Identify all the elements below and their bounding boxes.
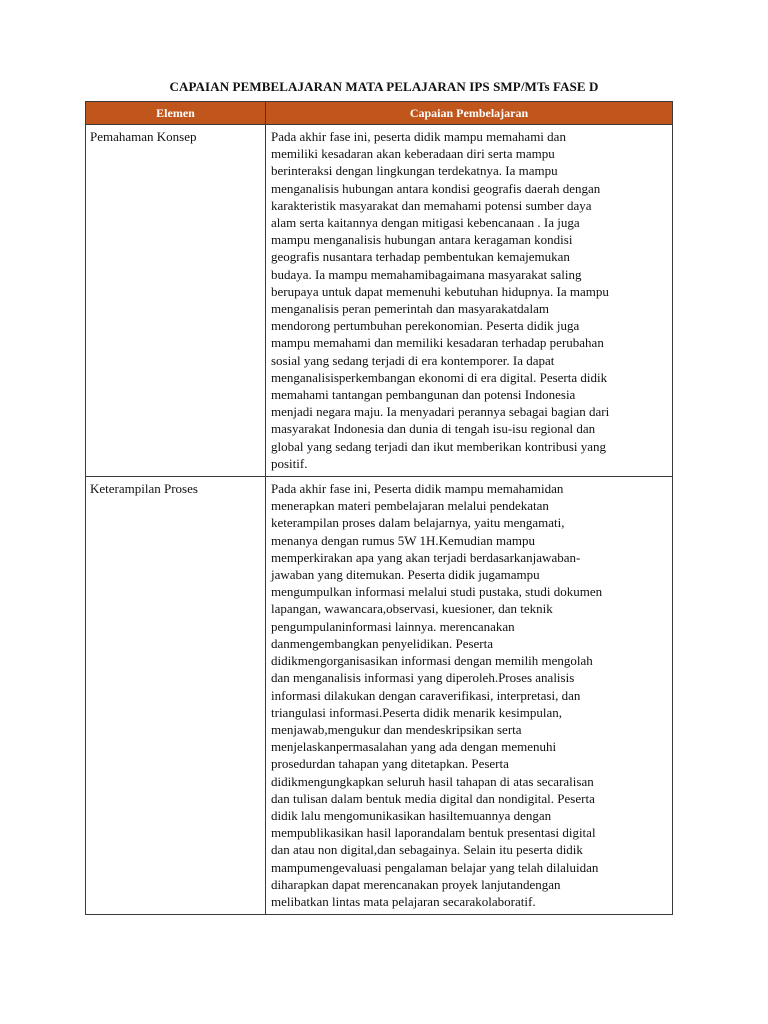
capaian-text-line: menerapkan materi pembelajaran melalui pendekatan (271, 498, 549, 514)
capaian-text-line: prosedurdan tahapan yang ditetapkan. Peserta (271, 756, 509, 772)
capaian-text-line: geografis nusantara terhadap pembentukan kemajemukan (271, 249, 570, 265)
capaian-text-line: memperkirakan apa yang akan terjadi berdasarkanjawaban- (271, 549, 581, 565)
capaian-text-line: Pada akhir fase ini, Peserta didik mampu memahamidan (271, 481, 564, 497)
capaian-text-line: mendorong pertumbuhan perekonomian. Peserta didik juga (271, 318, 580, 334)
capaian-text-line: dan tulisan dalam bentuk media digital dan nondigital. Peserta (271, 790, 595, 806)
capaian-text-line: masyarakat Indonesia dan dunia di tengah isu-isu regional dan (271, 421, 596, 437)
capaian-text-line: menganalisis hubungan antara kondisi geografis daerah dengan (271, 180, 601, 196)
capaian-table (85, 101, 673, 915)
capaian-text-line: didikmengungkapkan seluruh hasil tahapan di atas secaralisan (271, 773, 594, 789)
capaian-text-line: sosial yang sedang terjadi di era kontemporer. Ia dapat (271, 352, 555, 368)
capaian-text-line: menjelaskanpermasalahan yang ada dengan memenuhi (271, 739, 557, 755)
header-capaian-pembelajaran: Capaian Pembelajaran (266, 102, 673, 125)
capaian-cell (266, 125, 673, 477)
header-elemen: Elemen (86, 102, 266, 125)
capaian-text-line: pengumpulaninformasi lainnya. merencanakan (271, 618, 515, 634)
capaian-text-line: berupaya untuk dapat memenuhi kebutuhan hidupnya. Ia mampu (271, 283, 609, 299)
capaian-text-line: menanya dengan rumus 5W 1H.Kemudian mampu (271, 532, 536, 548)
capaian-text-line: mempublikasikan hasil laporandalam bentuk presentasi digital (271, 825, 596, 841)
capaian-text-line: jawaban yang ditemukan. Peserta didik jugamampu (271, 567, 540, 583)
capaian-text-line: memahami tantangan pembangunan dan potensi Indonesia (271, 387, 576, 403)
document-title: CAPAIAN PEMBELAJARAN MATA PELAJARAN IPS SMP/MTs FASE D (169, 79, 599, 94)
capaian-text-line: mengumpulkan informasi melalui studi pustaka, studi dokumen (271, 584, 603, 600)
capaian-text-line: danmengembangkan penyelidikan. Peserta (271, 635, 494, 651)
elemen-cell: Keterampilan Proses (86, 477, 266, 915)
capaian-text-line: didikmengorganisasikan informasi dengan memilih mengolah (271, 653, 593, 669)
elemen-cell: Pemahaman Konsep (86, 125, 266, 477)
capaian-text-line: menjawab,mengukur dan mendeskripsikan serta (271, 721, 522, 737)
capaian-text-line: dan menganalisis informasi yang diperoleh.Proses analisis (271, 670, 575, 686)
table-header-row (86, 102, 673, 125)
capaian-text-line: triangulasi informasi.Peserta didik menarik kesimpulan, (271, 704, 562, 720)
capaian-text-line: alam serta kaitannya dengan mitigasi kebencanaan . Ia juga (271, 215, 580, 231)
capaian-text-line: global yang sedang terjadi dan ikut memberikan kontribusi yang (271, 438, 607, 454)
capaian-text-line: budaya. Ia mampu memahamibagaimana masyarakat saling (271, 266, 582, 282)
capaian-text-line: memiliki kesadaran akan keberadaan diri serta mampu (271, 146, 555, 162)
table-row (86, 125, 673, 477)
table-row (86, 477, 673, 915)
capaian-text-line: menganalisisperkembangan ekonomi di era digital. Peserta didik (271, 369, 608, 385)
capaian-text-line: Pada akhir fase ini, peserta didik mampu memahami dan (271, 129, 566, 144)
capaian-text-line: informasi dilakukan dengan caraverifikasi, interpretasi, dan (271, 687, 581, 703)
table-body (86, 125, 673, 915)
capaian-text-line: karakteristik masyarakat dan memahami potensi sumber daya (271, 197, 592, 213)
capaian-text-line: mampumengevaluasi pengalaman belajar yang telah dilaluidan (271, 859, 599, 875)
capaian-text-line: melibatkan lintas mata pelajaran secarakolaboratif. (271, 893, 536, 909)
capaian-text-line: dan atau non digital,dan sebagainya. Selain itu peserta didik (271, 842, 583, 858)
capaian-text-line: lapangan, wawancara,observasi, kuesioner, dan teknik (271, 601, 553, 617)
capaian-text-line: mampu memahami dan memiliki kesadaran terhadap perubahan (271, 335, 604, 351)
capaian-text-line: menganalisis peran pemerintah dan masyarakatdalam (271, 301, 549, 317)
capaian-text-line: menjadi negara maju. Ia menyadari perannya sebagai bagian dari (271, 404, 610, 420)
capaian-cell (266, 477, 673, 915)
capaian-text-line: mampu menganalisis hubungan antara keragaman kondisi (271, 232, 573, 248)
capaian-text-line: positif. (271, 455, 308, 471)
capaian-text-line: berinteraksi dengan lingkungan terdekatnya. Ia mampu (271, 163, 558, 179)
capaian-text-line: keterampilan proses dalam belajarnya, yaitu mengamati, (271, 515, 565, 531)
capaian-text-line: didik lalu mengomunikasikan hasiltemuannya dengan (271, 807, 552, 823)
capaian-text-line: diharapkan dapat merencanakan proyek lanjutandengan (271, 876, 561, 892)
